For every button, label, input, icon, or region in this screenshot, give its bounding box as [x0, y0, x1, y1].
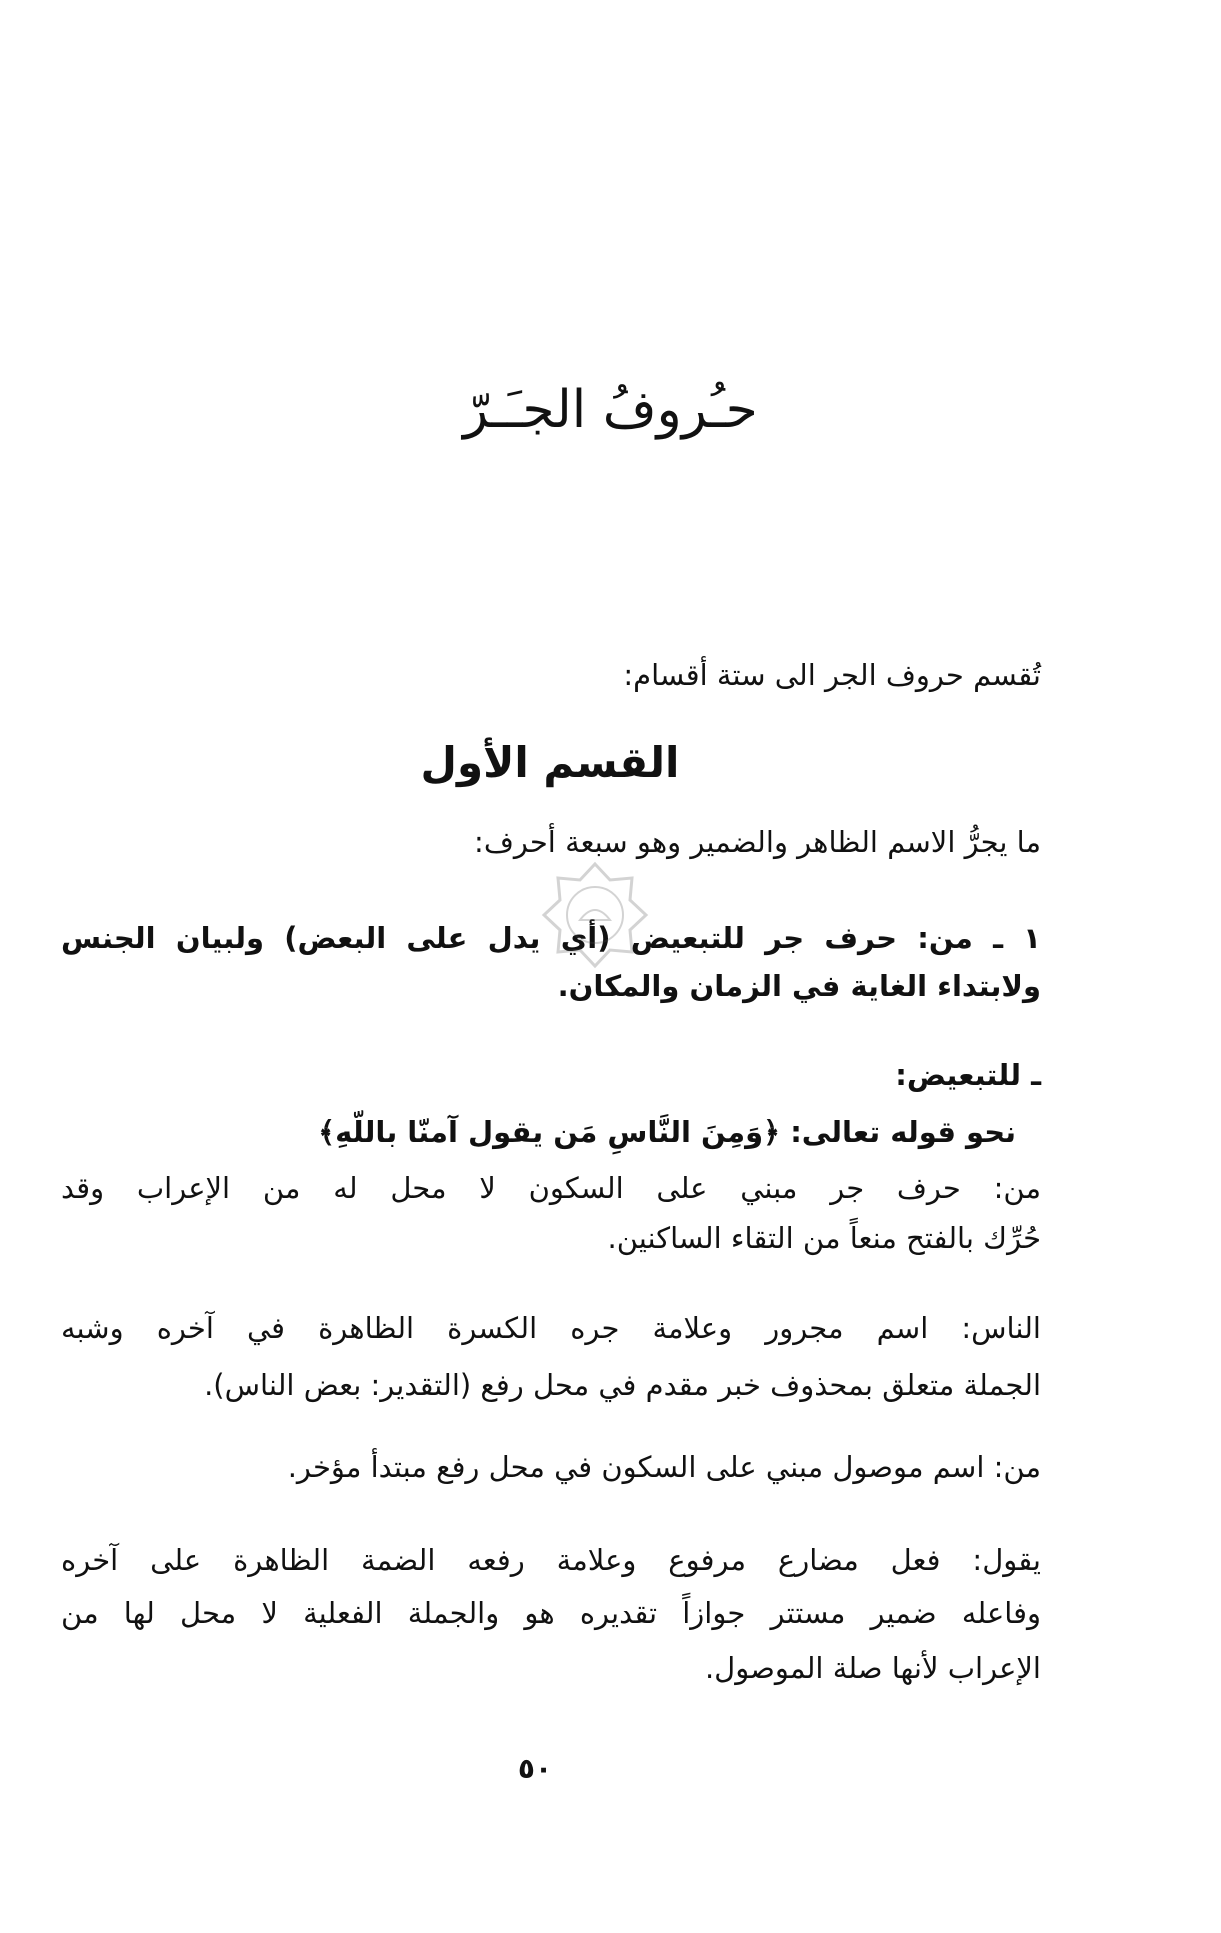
- section-description: ما يجرُّ الاسم الظاهر والضمير وهو سبعة أحرف:: [474, 825, 1041, 859]
- quran-example: نحو قوله تعالى: ﴿وَمِنَ النَّاسِ مَن يقول آمنّا باللّهِ﴾: [318, 1115, 1016, 1149]
- subheading-partitive: ـ للتبعيض:: [895, 1058, 1041, 1092]
- p-min2: من: اسم موصول مبني على السكون في محل رفع مبتدأ مؤخر.: [287, 1450, 1041, 1484]
- p-nas-line1: الناس: اسم مجرور وعلامة جره الكسرة الظاهرة في آخره وشبه: [61, 1311, 1041, 1345]
- p-yaqul-line3: الإعراب لأنها صلة الموصول.: [704, 1651, 1041, 1685]
- p-nas-line2: الجملة متعلق بمحذوف خبر مقدم في محل رفع (التقدير: بعض الناس).: [204, 1368, 1041, 1402]
- p-yaqul-line1: يقول: فعل مضارع مرفوع وعلامة رفعه الضمة الظاهرة على آخره: [61, 1543, 1041, 1577]
- intro-text: تُقسم حروف الجر الى ستة أقسام:: [623, 658, 1041, 692]
- item1-line1: ١ ـ من: حرف جر للتبعيض (أي يدل على البعض) ولبيان الجنس: [61, 921, 1041, 955]
- p-min1-line1: من: حرف جر مبني على السكون لا محل له من الإعراب وقد: [61, 1171, 1041, 1205]
- page-number: ٥٠: [517, 1752, 553, 1785]
- p-yaqul-line2: وفاعله ضمير مستتر جوازاً تقديره هو والجملة الفعلية لا محل لها من: [61, 1596, 1041, 1630]
- section-heading: القسم الأول: [420, 738, 680, 787]
- seal-icon: [540, 860, 650, 970]
- p-min1-line2: حُرِّك بالفتح منعاً من التقاء الساكنين.: [607, 1221, 1041, 1255]
- chapter-title: حـُروفُ الجـَـرّ: [463, 380, 758, 440]
- item1-line2: ولابتداء الغاية في الزمان والمكان.: [557, 969, 1041, 1003]
